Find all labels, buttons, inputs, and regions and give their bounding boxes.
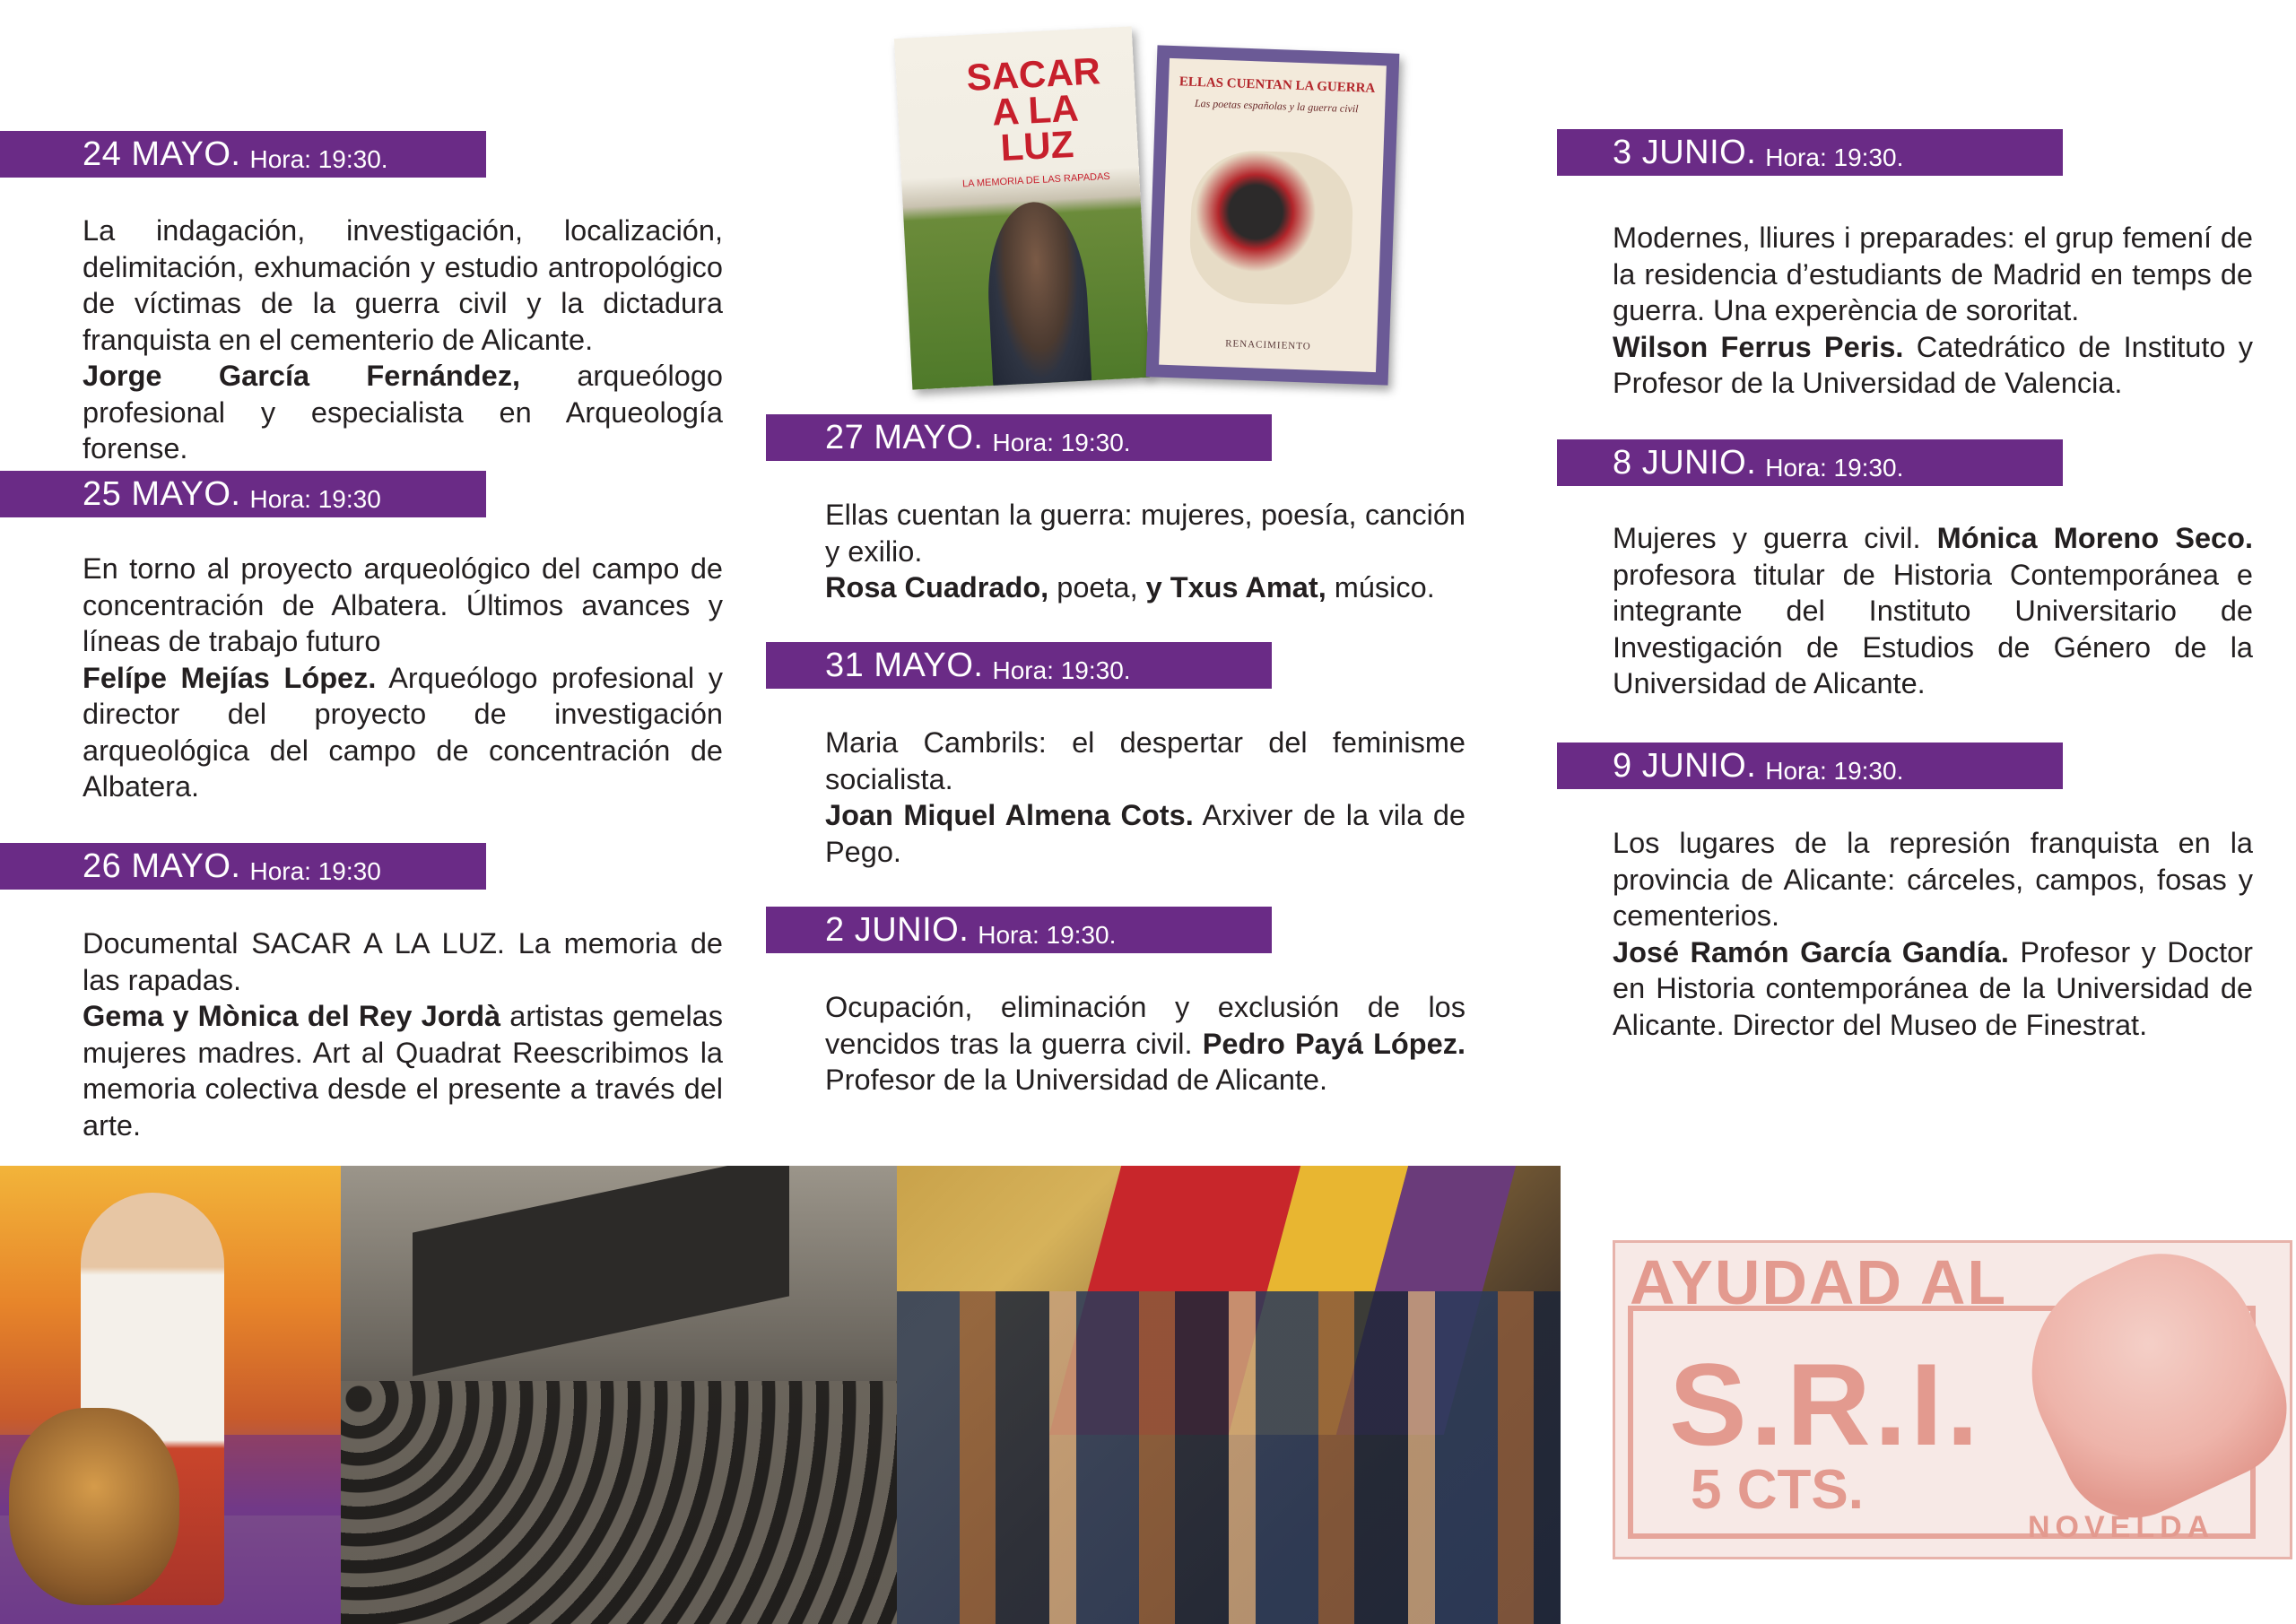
- event-hour: Hora: 19:30.: [249, 145, 388, 173]
- date-banner: [0, 471, 486, 517]
- event-date: 31 MAYO.: [825, 647, 984, 684]
- speaker-role: músico.: [1334, 571, 1435, 604]
- event-description: Mujeres y guerra civil. Mónica Moreno Seco. profesora titular de Historia Contemporánea e integrante del Instituto Universitario de Investigación de Estudios de Género de la Universidad de Alicante.: [1613, 522, 2254, 699]
- speaker-name: Rosa Cuadrado,: [825, 571, 1049, 604]
- event-hour: Hora: 19:30.: [1765, 143, 1904, 171]
- event-description: Documental SACAR A LA LUZ. La memoria de las rapadas. Gema y Mònica del Rey Jordà artistas gemelas mujeres madres. Art al Quadrat Reescribimos la memoria colectiva desde el presente a través del arte.: [83, 927, 723, 1142]
- event-hour: Hora: 19:30: [249, 485, 381, 513]
- speaker-role: Profesor y Doctor en Historia contemporánea de la Universidad de Alicante. Director del Museo de Finestrat.: [1613, 935, 2254, 1041]
- event-description: La indagación, investigación, localización, delimitación, exhumación y estudio antropológico de víctimas de la guerra civil y la dictadura franquista en el cementerio de Alicante. Jorge García Fernández, arqueólogo profesional y especialista en Arqueología forense.: [83, 214, 724, 465]
- sri-stamp-image: [1613, 1240, 2292, 1559]
- celebration-painting-image: [897, 1166, 1561, 1624]
- event-description: Ellas cuentan la guerra: mujeres, poesía, canción y exilio. Rosa Cuadrado, poeta, y Txus Amat, músico.: [825, 499, 1465, 604]
- speaker-role: artistas gemelas mujeres madres. Art al Quadrat Reescribimos la memoria colectiva desde el presente a través del arte.: [83, 1000, 723, 1142]
- book-illustration: [1188, 149, 1355, 307]
- event-hour: Hora: 19:30: [249, 857, 381, 885]
- speaker-role: Arqueólogo profesional y director del proyecto de investigación arqueológica del campo de concentración de Albatera.: [83, 661, 723, 803]
- stamp-text: S.R.I.: [1669, 1339, 1983, 1470]
- speaker-role: Profesor de la Universidad de Alicante.: [825, 1064, 1328, 1096]
- republic-allegory-image: [0, 1166, 341, 1624]
- speaker-name: Felípe Mejías López.: [83, 661, 377, 694]
- date-banner: [0, 131, 486, 178]
- date-banner: [1557, 743, 2063, 789]
- date-banner: [1557, 439, 2063, 486]
- event-date: 8 JUNIO.: [1613, 444, 1757, 482]
- book-publisher: RENACIMIENTO: [1224, 338, 1311, 352]
- book-title: ELLAS CUENTAN LA GUERRA: [1178, 74, 1376, 96]
- date-banner: [766, 907, 1272, 953]
- date-banner: [0, 843, 486, 890]
- speaker-role: Arxiver de la vila de Pego.: [825, 799, 1465, 868]
- book-subtitle: LA MEMORIA DE LAS RAPADAS: [961, 170, 1111, 190]
- event-date: 25 MAYO.: [83, 475, 241, 513]
- event-description: Modernes, lliures i preparades: el grup femení de la residencia d’estudiants de Madrid en temps de guerra. Una experència de sororitat. Wilson Ferrus Peris. Catedrático de Instituto y Profesor de la Universidad de Valencia.: [1613, 221, 2253, 399]
- lion-figure: [9, 1408, 179, 1605]
- event-hour: Hora: 19:30.: [992, 429, 1131, 456]
- speaker-name: Pedro Payá López.: [1202, 1027, 1465, 1060]
- event-date: 27 MAYO.: [825, 419, 984, 456]
- stamp-text: AYUDAD AL: [1630, 1247, 2008, 1317]
- speaker-name: Jorge García Fernández,: [83, 360, 520, 392]
- date-banner: [766, 642, 1272, 689]
- crowd-photo-image: [341, 1166, 897, 1624]
- speaker-name: Joan Miquel Almena Cots.: [825, 799, 1194, 831]
- event-date: 2 JUNIO.: [825, 911, 970, 949]
- stamp-text: 5 CTS.: [1691, 1459, 1864, 1521]
- speaker-name: Gema y Mònica del Rey Jordà: [83, 1000, 501, 1032]
- event-hour: Hora: 19:30.: [1765, 757, 1904, 785]
- speaker-role: Catedrático de Instituto y Profesor de la Universidad de Valencia.: [1613, 330, 2253, 399]
- date-banner: [766, 414, 1272, 461]
- speaker-role: profesora titular de Historia Contemporánea e integrante del Instituto Universitario de Investigación de Estudios de Género de la Universidad de Alicante.: [1613, 558, 2253, 699]
- book-title: SACAR A LA LUZ: [965, 49, 1101, 169]
- event-description: Maria Cambrils: el despertar del feminisme socialista. Joan Miquel Almena Cots. Arxiver de la vila de Pego.: [825, 726, 1465, 868]
- stamp-text: NOVELDA: [2028, 1510, 2215, 1544]
- event-hour: Hora: 19:30.: [992, 656, 1131, 684]
- speaker-name: y Txus Amat,: [1145, 571, 1326, 604]
- historical-collage-image: [0, 1166, 1561, 1624]
- speaker-role: arqueólogo profesional y especialista en Arqueología forense.: [83, 360, 724, 465]
- speaker-role: poeta,: [1057, 571, 1138, 604]
- event-description: Los lugares de la represión franquista en la provincia de Alicante: cárceles, campos, fosas y cementerios. José Ramón García Gandía. Profesor y Doctor en Historia contemporánea de la Universidad de Alicante. Director del Museo de Finestrat.: [1613, 827, 2254, 1041]
- book-subtitle: Las poetas españolas y la guerra civil: [1194, 96, 1359, 116]
- event-date: 24 MAYO.: [83, 135, 241, 173]
- event-hour: Hora: 19:30.: [1765, 454, 1904, 482]
- event-description: En torno al proyecto arqueológico del campo de concentración de Albatera. Últimos avances y líneas de trabajo futuro Felípe Mejías López. Arqueólogo profesional y director del proyecto de investigación arqueológica del campo de concentración de Albatera.: [83, 552, 723, 803]
- speaker-name: Wilson Ferrus Peris.: [1613, 330, 1904, 363]
- event-description: Ocupación, eliminación y exclusión de los vencidos tras la guerra civil. Pedro Payá López. Profesor de la Universidad de Alicante.: [825, 991, 1465, 1096]
- event-hour: Hora: 19:30.: [978, 921, 1117, 949]
- date-banner: [1557, 129, 2063, 176]
- event-date: 26 MAYO.: [83, 847, 241, 885]
- book-cover-sacar-a-la-luz: [894, 26, 1150, 389]
- speaker-name: Mónica Moreno Seco.: [1936, 522, 2254, 554]
- event-date: 3 JUNIO.: [1613, 134, 1757, 171]
- book-cover-ellas-cuentan-la-guerra: [1146, 45, 1400, 385]
- speaker-name: José Ramón García Gandía.: [1613, 935, 2009, 968]
- event-date: 9 JUNIO.: [1613, 747, 1757, 785]
- book-photo-figure: [984, 199, 1092, 389]
